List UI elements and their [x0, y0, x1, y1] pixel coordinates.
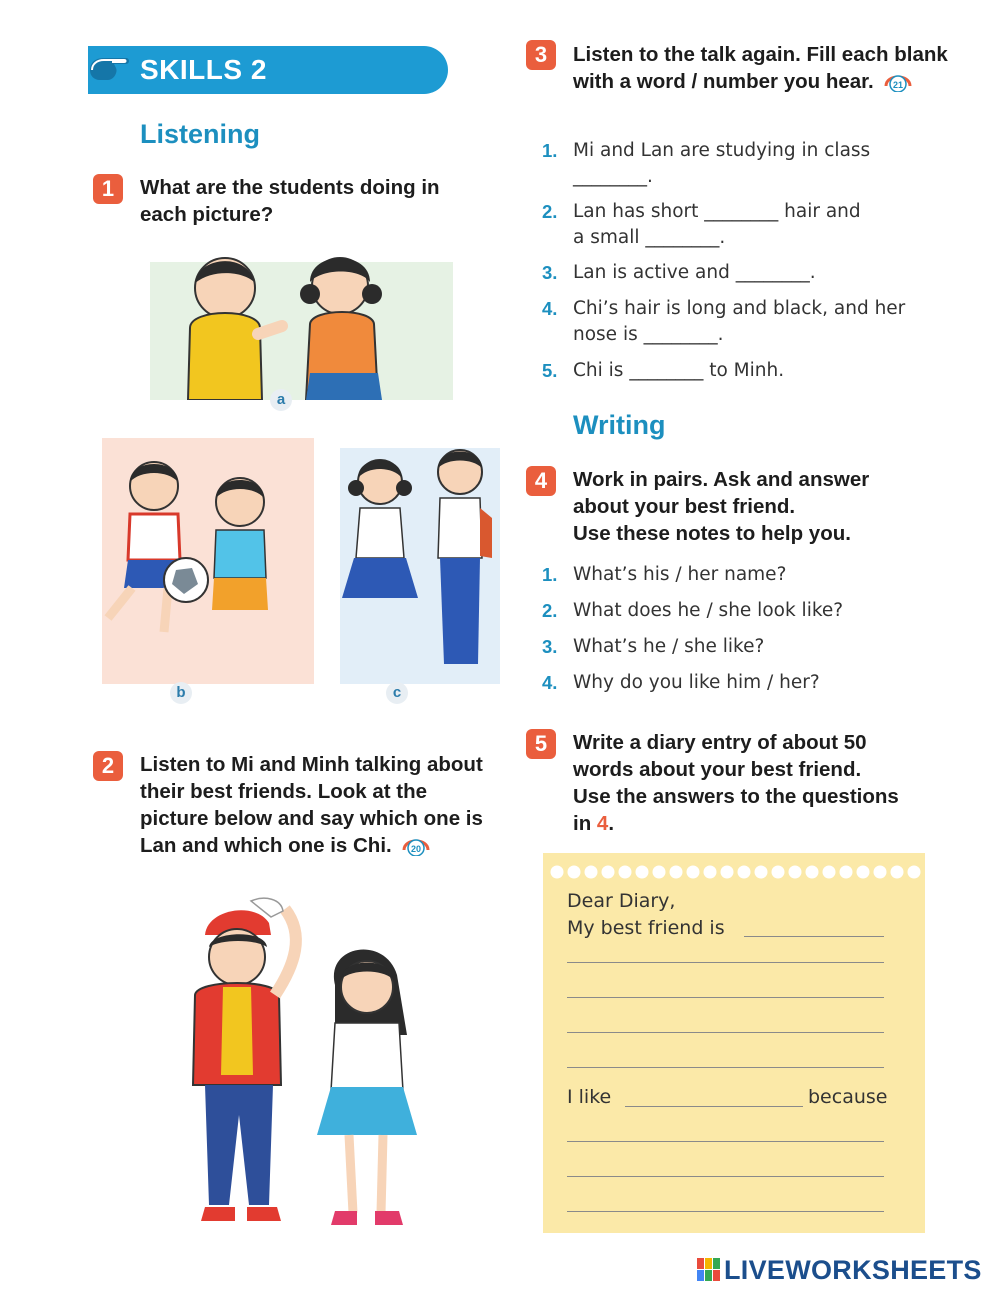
task-5-suffix: . — [608, 812, 615, 835]
listening-heading: Listening — [140, 119, 260, 149]
item-blank[interactable]: ________. — [573, 166, 653, 187]
task-5-line: words about your best friend. — [573, 758, 862, 781]
diary-because-label: because — [808, 1086, 888, 1108]
task-4-item-2 — [542, 598, 844, 624]
item-number: 2. — [542, 201, 558, 222]
diary-input-line[interactable] — [567, 1176, 884, 1177]
picture-c-students-walking — [320, 438, 500, 684]
pointing-hand-icon — [86, 50, 134, 90]
page-title: SKILLS 2 — [140, 54, 267, 85]
diary-input-line[interactable] — [567, 962, 884, 963]
item-number: 2. — [542, 600, 558, 621]
item-line[interactable]: Chi is ________ to Minh. — [573, 360, 785, 381]
diary-input-line[interactable] — [567, 1211, 884, 1212]
audio-track-21-icon[interactable] — [883, 70, 913, 92]
liveworksheets-logo-text[interactable]: LIVEWORKSHEETS — [724, 1255, 982, 1285]
item-line[interactable]: Lan has short ________ hair and — [573, 201, 861, 222]
task-3-item-3 — [542, 260, 953, 286]
item-number: 3. — [542, 636, 558, 657]
item-text: What’s his / her name? — [573, 564, 787, 585]
task-3-item-5 — [542, 358, 953, 384]
diary-input-line-like[interactable] — [625, 1106, 803, 1107]
diary-greeting: Dear Diary, — [567, 890, 676, 912]
task-3-instruction — [573, 41, 953, 95]
task-1-badge: 1 — [93, 174, 123, 204]
task-4-item-4 — [542, 670, 820, 696]
diary-input-line[interactable] — [567, 1141, 884, 1142]
diary-i-like-label: I like — [567, 1086, 612, 1108]
task-1-instruction: What are the students doing in each picture? — [140, 176, 440, 226]
task-2-badge: 2 — [93, 751, 123, 781]
item-line: Mi and Lan are studying in class — [573, 140, 871, 161]
caption-b: b — [170, 682, 192, 704]
item-line: Chi’s hair is long and black, and her — [573, 298, 906, 319]
diary-input-line[interactable] — [567, 1067, 884, 1068]
diary-input-line-name[interactable] — [744, 936, 884, 937]
task-5-line: Write a diary entry of about 50 — [573, 731, 867, 754]
task-4-reference: 4 — [596, 812, 609, 835]
task-5-last-line — [573, 810, 963, 837]
track-21-label: 21 — [893, 80, 904, 90]
item-text: Why do you like him / her? — [573, 672, 820, 693]
diary-input-line[interactable] — [567, 997, 884, 998]
task-3-item-1 — [542, 138, 953, 190]
item-number: 4. — [542, 672, 558, 693]
task-4-line: Work in pairs. Ask and answer — [573, 468, 870, 491]
task-4-item-1 — [542, 562, 787, 588]
task-2-instruction — [140, 751, 490, 859]
picture-lan-and-chi — [185, 895, 430, 1240]
item-number: 4. — [542, 298, 558, 319]
picture-b-boys-playing-football — [68, 438, 314, 684]
task-3-text: Listen to the talk again. Fill each blank with a word / number you hear. — [573, 43, 948, 93]
track-20-label: 20 — [411, 844, 422, 854]
item-line[interactable]: Lan is active and ________. — [573, 262, 816, 283]
item-text: What’s he / she like? — [573, 636, 765, 657]
task-5-badge: 5 — [526, 729, 556, 759]
audio-track-20-icon[interactable] — [401, 834, 431, 856]
diary-input-line[interactable] — [567, 1032, 884, 1033]
task-5-instruction — [573, 729, 963, 837]
item-number: 5. — [542, 360, 558, 381]
item-line[interactable]: nose is ________. — [573, 324, 724, 345]
item-number: 3. — [542, 262, 558, 283]
task-5-prefix: in — [573, 812, 597, 835]
caption-a: a — [270, 389, 292, 411]
task-3-item-2 — [542, 199, 953, 251]
task-4-instruction — [573, 466, 953, 547]
task-4-line: Use these notes to help you. — [573, 522, 851, 545]
picture-a-boy-and-girl-talking — [150, 238, 453, 400]
notepad-binding-holes — [543, 863, 925, 881]
task-4-line: about your best friend. — [573, 495, 796, 518]
diary-best-friend-label: My best friend is — [567, 917, 725, 939]
item-number: 1. — [542, 564, 558, 585]
task-2-text: Listen to Mi and Minh talking about their best friends. Look at the picture below and say which one is Lan and which one is Chi. — [140, 753, 483, 857]
task-3-item-4 — [542, 296, 953, 348]
task-5-line: Use the answers to the questions — [573, 785, 899, 808]
task-4-badge: 4 — [526, 466, 556, 496]
item-number: 1. — [542, 140, 558, 161]
liveworksheets-logo-icon — [697, 1258, 721, 1282]
writing-heading: Writing — [573, 410, 666, 440]
item-line[interactable]: a small ________. — [573, 227, 726, 248]
task-4-item-3 — [542, 634, 765, 660]
task-3-badge: 3 — [526, 40, 556, 70]
item-text: What does he / she look like? — [573, 600, 844, 621]
caption-c: c — [386, 682, 408, 704]
